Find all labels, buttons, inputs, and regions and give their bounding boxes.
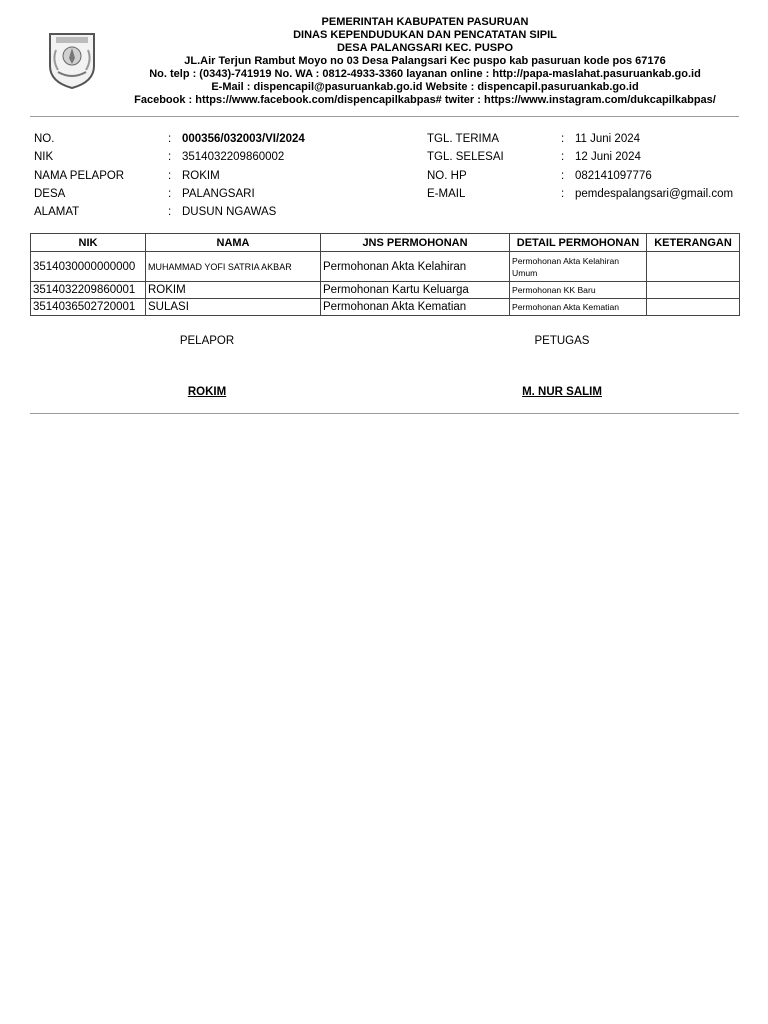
cell-nik: 3514032209860001 [31,282,146,299]
info-label: E-MAIL [427,187,466,200]
letterhead-email: E-Mail : dispencapil@pasuruankab.go.id Website : dispencapil.pasuruankab.go.id [211,81,639,93]
completed-date: 12 Juni 2024 [575,151,641,164]
village-value: PALANGSARI [182,187,255,200]
officer-signature-name: M. NUR SALIM [522,386,602,398]
info-row-received [427,130,733,148]
nik-value: 3514032209860002 [182,151,285,164]
letterhead-village: DESA PALANGSARI KEC. PUSPO [336,42,514,54]
info-row-email [427,185,733,203]
info-row-address [34,203,305,221]
col-header-remarks: KETERANGAN [647,234,740,252]
cell-remarks [647,299,740,316]
info-row-phone [427,167,733,185]
info-label: ALAMAT [34,206,80,219]
info-row-village [34,185,305,203]
letterhead-social: Facebook : https://www.facebook.com/dispencapilkabpas# twiter : https://www.instagram.com/dukcapilkabpas/ [134,94,716,106]
received-date: 11 Juni 2024 [575,133,641,145]
cell-request-detail: Permohonan Akta Kelahiran Umum [510,252,647,282]
reporter-name: ROKIM [182,169,220,182]
address-value: DUSUN NGAWAS [182,206,277,219]
reporter-signature-name: ROKIM [187,386,227,398]
cell-name: MUHAMMAD YOFI SATRIA AKBAR [146,252,321,282]
cell-remarks [647,282,740,299]
info-row-nik [34,148,305,166]
cell-name: ROKIM [146,282,321,299]
cell-name: SULASI [146,299,321,316]
info-separator: : [168,151,172,164]
letterhead-phone: No. telp : (0343)-741919 No. WA : 0812-4933-3360 layanan online : http://papa-maslahat.pasuruankab.go.id [149,68,701,80]
letterhead-agency: DINAS KEPENDUDUKAN DAN PENCATATAN SIPIL [293,29,557,41]
cell-request-type: Permohonan Akta Kelahiran [321,252,510,282]
info-row-number [34,130,305,148]
table-row [31,282,740,299]
info-right [427,130,733,203]
cell-request-detail: Permohonan Akta Kematian [510,299,647,316]
footer-divider [30,413,739,414]
info-label: NO. HP [427,169,467,182]
table-header-row [31,234,740,252]
col-header-request-detail: DETAIL PERMOHONAN [510,234,647,252]
info-label: NO. [34,133,55,145]
info-label: NIK [34,151,54,164]
letterhead-government: PEMERINTAH KABUPATEN PASURUAN [321,16,529,28]
col-header-nik: NIK [31,234,146,252]
info-row-reporter [34,167,305,185]
info-label: DESA [34,187,66,200]
regency-logo-icon [46,28,98,90]
info-separator: : [561,187,565,200]
table-row [31,299,740,316]
officer-label: PETUGAS [534,335,590,347]
info-separator: : [168,133,172,145]
request-table [30,233,740,316]
document-number: 000356/032003/VI/2024 [182,133,305,145]
info-label: NAMA PELAPOR [34,169,125,182]
letterhead [100,16,750,107]
cell-remarks [647,252,740,282]
phone-value: 082141097776 [575,169,652,182]
info-separator: : [561,169,565,182]
info-separator: : [168,169,172,182]
col-header-name: NAMA [146,234,321,252]
letterhead-address: JL.Air Terjun Rambut Moyo no 03 Desa Palangsari Kec puspo kab pasuruan kode pos 67176 [184,55,666,67]
info-label: TGL. SELESAI [427,151,504,164]
reporter-label: PELAPOR [179,335,235,347]
info-row-completed [427,148,733,166]
info-separator: : [561,151,565,164]
email-value: pemdespalangsari@gmail.com [575,187,734,200]
info-separator: : [168,206,172,219]
cell-nik: 3514030000000000 [31,252,146,282]
cell-request-type: Permohonan Kartu Keluarga [321,282,510,299]
col-header-request-type: JNS PERMOHONAN [321,234,510,252]
info-separator: : [168,187,172,200]
table-row [31,252,740,282]
info-left [34,130,305,221]
cell-nik: 3514036502720001 [31,299,146,316]
cell-request-type: Permohonan Akta Kematian [321,299,510,316]
cell-request-detail: Permohonan KK Baru [510,282,647,299]
info-separator: : [561,133,565,145]
info-label: TGL. TERIMA [427,133,499,145]
header-divider [30,116,739,117]
